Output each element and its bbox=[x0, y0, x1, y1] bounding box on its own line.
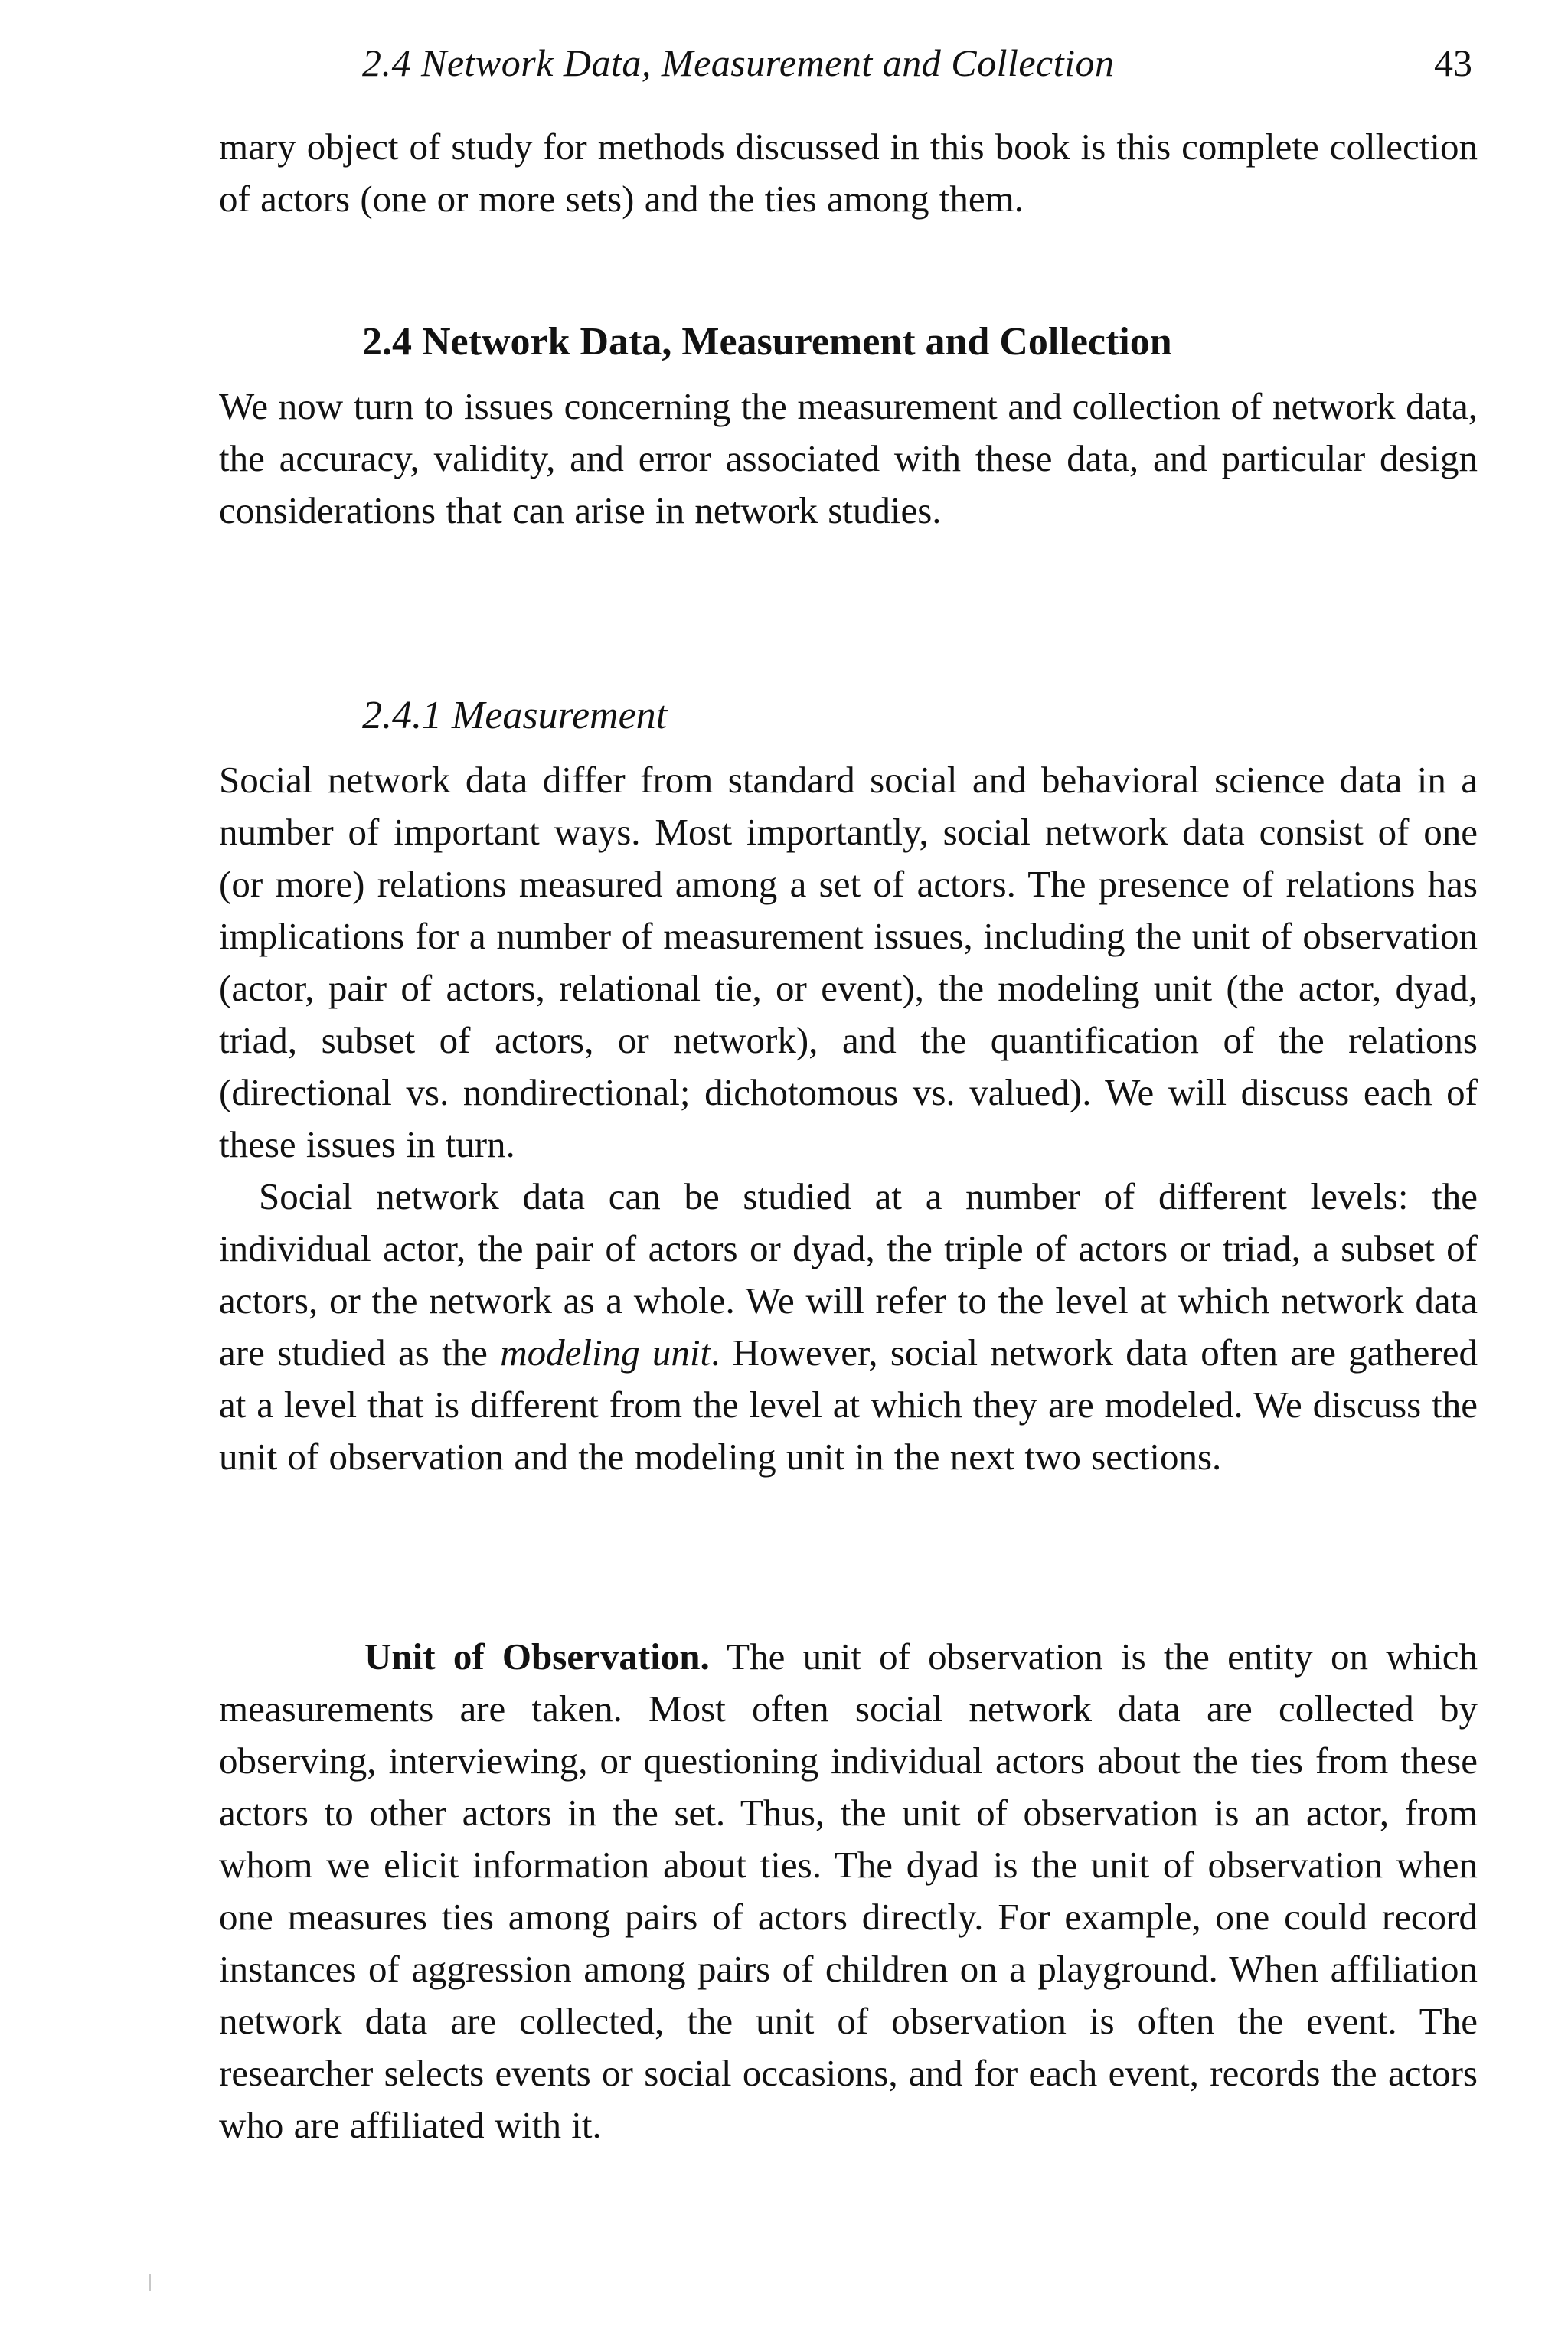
running-title: 2.4 Network Data, Measurement and Collection bbox=[362, 41, 1115, 84]
unit-of-observation-paragraph bbox=[219, 1631, 1478, 2151]
unit-of-observation-section bbox=[219, 1631, 1478, 2151]
scan-margin-mark bbox=[149, 2274, 151, 2291]
paragraph-2-after: . However, social network data often are gathered at a level that is different from the level at which they are modeled. We discuss the unit of observation and the modeling unit in the next two sections. bbox=[219, 1331, 1478, 1478]
continuation-text: mary object of study for methods discussed in this book is this complete collection of actors (one or more sets) and the ties among them. bbox=[219, 126, 1478, 220]
measurement-body bbox=[219, 754, 1478, 1483]
section-intro-text: We now turn to issues concerning the measurement and collection of network data, the accuracy, validity, and error associated with these data, and particular design considerations that can arise in network studies. bbox=[219, 385, 1478, 531]
modeling-unit-term: modeling unit bbox=[500, 1331, 711, 1374]
unit-of-observation-text: The unit of observation is the entity on which measurements are taken. Most often social network data are collected by observing, interviewing, or questioning individual actors about the ties from these actors to other actors in the set. Thus, the unit of observation is an actor, from whom we elicit information about ties. The dyad is the unit of observation when one measures ties among pairs of actors directly. For example, one could record instances of aggression among pairs of children on a playground. When affiliation network data are collected, the unit of observation is often the event. The researcher selects events or social occasions, and for each event, records the actors who are affiliated with it. bbox=[219, 1635, 1478, 2146]
paragraph-2-before: Social network data can be studied at a number of different levels: the individual actor, the pair of actors or dyad, the triple of actors or triad, a subset of actors, or the network as a whole. We will refer to the level at which network data are studied as the bbox=[219, 1175, 1478, 1374]
continuation-paragraph bbox=[219, 121, 1478, 225]
unit-of-observation-heading: Unit of Observation. bbox=[364, 1635, 710, 1678]
section-heading: 2.4 Network Data, Measurement and Collection bbox=[362, 320, 1172, 364]
measurement-paragraph-1: Social network data differ from standard social and behavioral science data in a number of important ways. Most importantly, social network data consist of one (or more) relations measured among a set of actors. The presence of relations has implications for a number of measurement issues, including the unit of observation (actor, pair of actors, relational tie, or event), the modeling unit (the actor, dyad, triad, subset of actors, or network), and the quantification of the relations (directional vs. nondirectional; dichotomous vs. valued). We will discuss each of these issues in turn. bbox=[219, 759, 1478, 1165]
subsection-heading: 2.4.1 Measurement bbox=[362, 694, 668, 737]
section-intro-paragraph bbox=[219, 381, 1478, 537]
running-head bbox=[362, 32, 1472, 93]
page-number: 43 bbox=[1434, 41, 1472, 84]
measurement-paragraph-2 bbox=[219, 1171, 1478, 1483]
